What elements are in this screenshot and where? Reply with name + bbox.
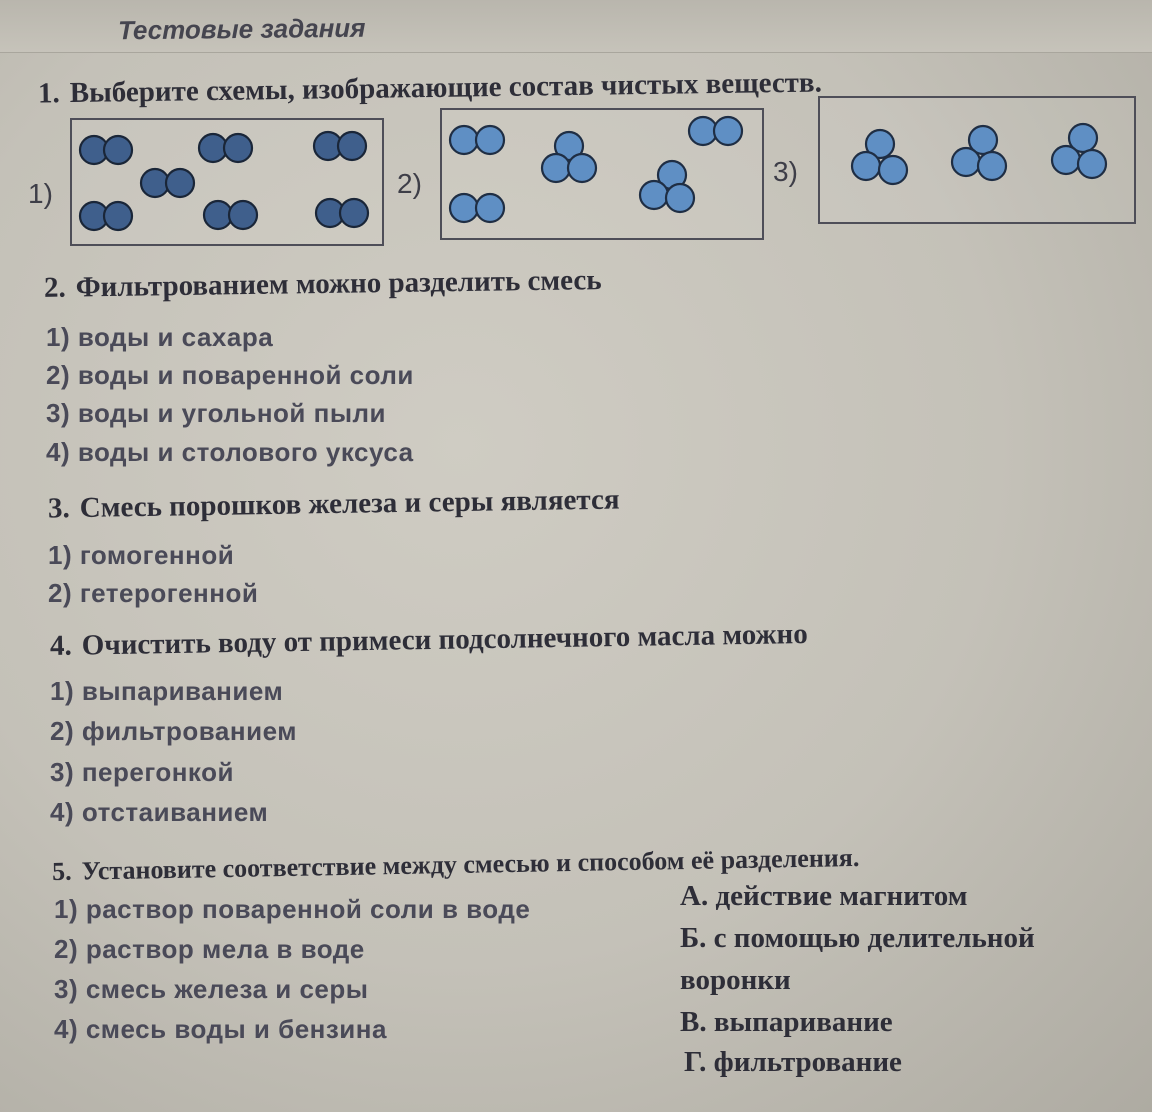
scheme-1-molecules (80, 132, 368, 230)
q5-method-b: Б. с помощью делительной (680, 922, 1035, 954)
q4-option-2: 2) фильтрованием (50, 716, 297, 746)
scheme-3-molecules (852, 124, 1106, 184)
question-4 (50, 618, 808, 663)
scheme-2-molecules (450, 117, 742, 222)
q4-option-1: 1) выпариванием (50, 676, 284, 706)
question-3 (48, 484, 620, 526)
q4-option-3: 3) перегонкой (50, 757, 234, 787)
q3-option-1: 1) гомогенной (48, 540, 235, 570)
question-5-number: 5. (51, 856, 72, 887)
question-3-text: Смесь порошков железа и серы является (79, 483, 620, 524)
q2-option-4: 4) воды и столового уксуса (46, 437, 414, 467)
q2-option-3: 3) воды и угольной пыли (46, 398, 387, 428)
q5-mixture-4: 4) смесь воды и бензина (54, 1014, 387, 1044)
q5-method-a: А. действие магнитом (680, 880, 968, 912)
question-3-number: 3. (47, 492, 71, 525)
q2-option-1: 1) воды и сахара (46, 322, 274, 352)
q5-mixture-2: 2) раствор мела в воде (54, 934, 365, 964)
q5-method-b-cont: воронки (680, 964, 791, 996)
scheme-1-label: 1) (28, 178, 53, 209)
q4-option-4: 4) отстаиванием (50, 797, 269, 827)
q3-option-2: 2) гетерогенной (48, 578, 259, 608)
question-2 (44, 264, 602, 305)
scheme-2-label: 2) (397, 168, 422, 199)
question-2-number: 2. (43, 271, 66, 304)
q2-option-2: 2) воды и поваренной соли (46, 360, 414, 390)
question-4-number: 4. (49, 629, 73, 662)
q5-mixture-1: 1) раствор поваренной соли в воде (54, 894, 531, 924)
question-5-text: Установите соответствие между смесью и способом её разделения. (81, 842, 860, 886)
molecule-schemes (0, 0, 1152, 260)
question-4-text: Очистить воду от примеси подсолнечного масла можно (81, 618, 809, 662)
q5-method-d: Г. фильтрование (684, 1046, 902, 1078)
section-title: Тестовые задания (117, 12, 366, 46)
q5-mixture-3: 3) смесь железа и серы (54, 974, 369, 1004)
q5-method-c: В. выпаривание (680, 1006, 893, 1038)
question-2-text: Фильтрованием можно разделить смесь (75, 264, 602, 304)
question-1-text: Выберите схемы, изображающие состав чистых веществ. (69, 66, 823, 110)
question-1-number: 1. (37, 77, 61, 110)
scheme-3-label: 3) (773, 156, 798, 187)
